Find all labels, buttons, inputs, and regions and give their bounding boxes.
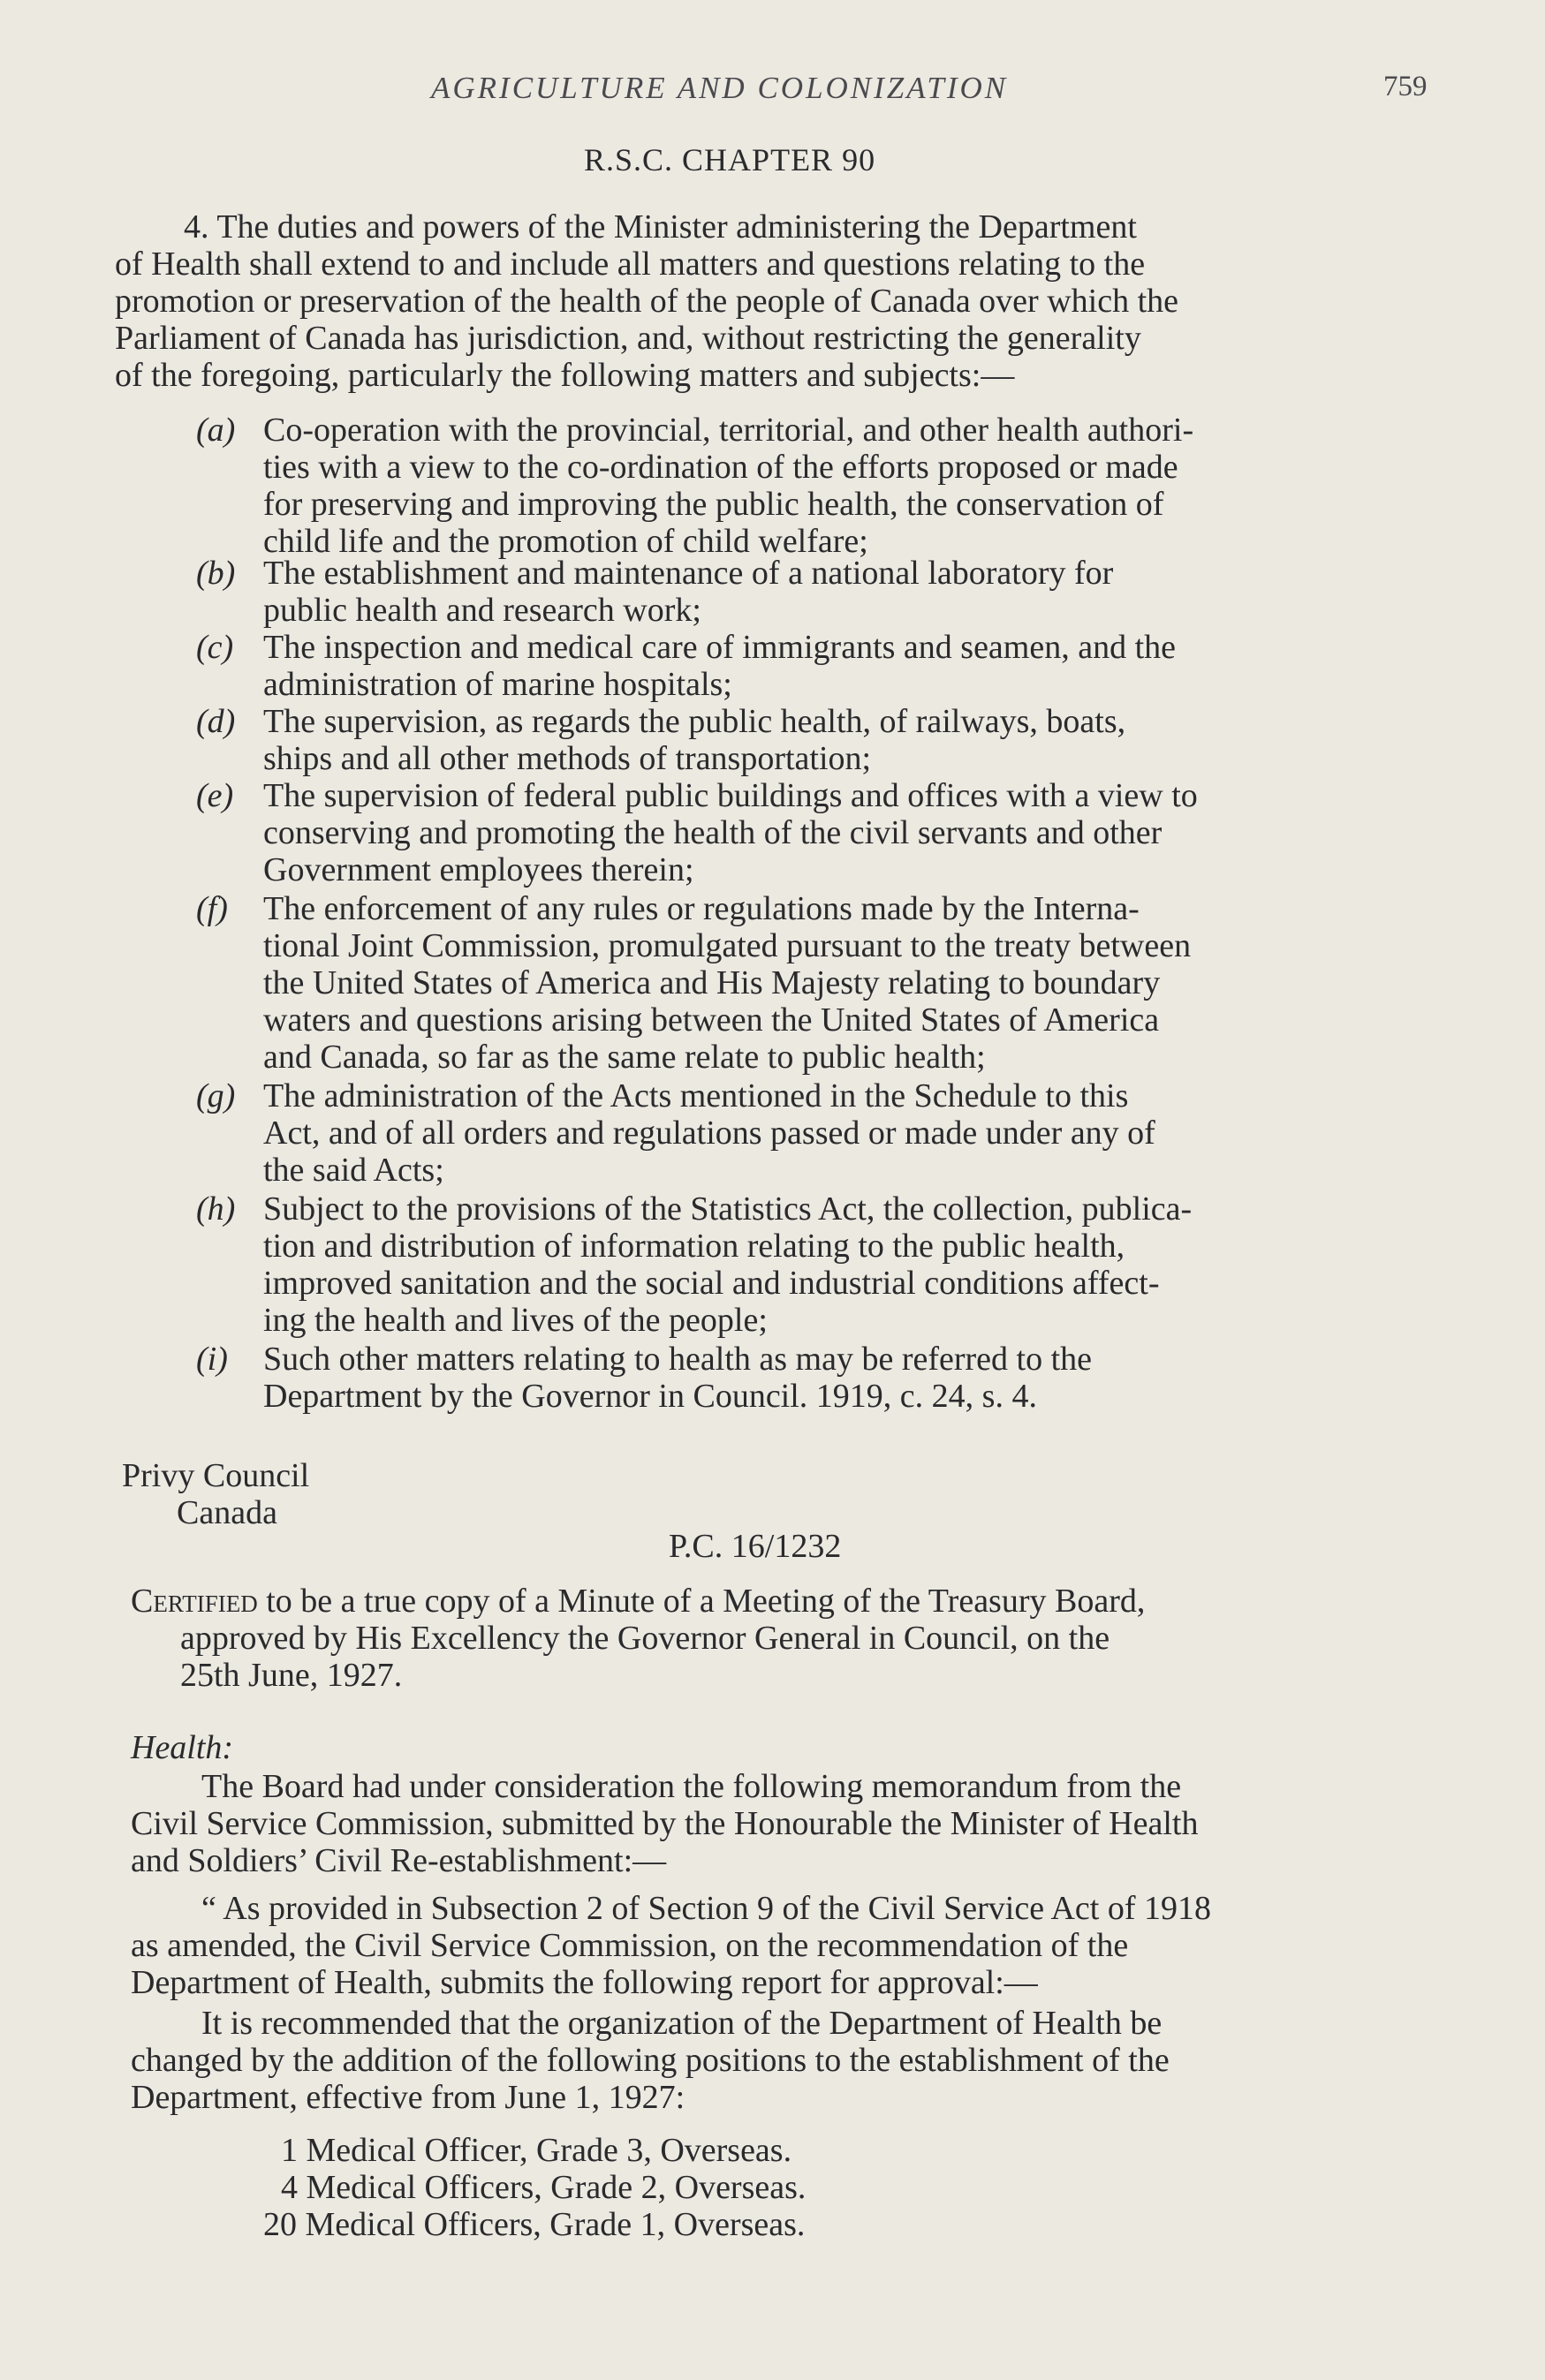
running-header: AGRICULTURE AND COLONIZATION — [431, 71, 1009, 105]
text-line: tional Joint Commission, promulgated pursuant to the treaty between — [263, 927, 1192, 964]
text-line: Parliament of Canada has jurisdiction, and, without restricting the generality — [115, 320, 1141, 357]
text-line: waters and questions arising between the United States of America — [263, 1001, 1160, 1039]
clause-label: (g) — [196, 1077, 236, 1114]
text-line: The supervision, as regards the public health, of railways, boats, — [263, 703, 1126, 740]
text-line: of Health shall extend to and include all matters and questions relating to the — [115, 246, 1146, 283]
text-line: “ As provided in Subsection 2 of Section 9 of the Civil Service Act of 1918 — [201, 1890, 1212, 1927]
text-line: public health and research work; — [263, 592, 701, 629]
text-line: approved by His Excellency the Governor General in Council, on the — [180, 1620, 1110, 1657]
clause-label: (f) — [196, 890, 228, 927]
text-line: The Board had under consideration the following memorandum from the — [201, 1768, 1182, 1805]
text-line: Civil Service Commission, submitted by the Honourable the Minister of Health — [131, 1805, 1199, 1842]
text-line: administration of marine hospitals; — [263, 666, 732, 703]
clause-label: (b) — [196, 555, 236, 592]
certified-line-1-text: to be a true copy of a Minute of a Meeting of the Treasury Board, — [257, 1583, 1146, 1620]
text-line: for preserving and improving the public health, the conservation of — [263, 486, 1164, 523]
clause-label: (i) — [196, 1341, 228, 1378]
text-line: improved sanitation and the social and industrial conditions affect- — [263, 1265, 1160, 1302]
text-line: Department of Health, submits the following report for approval:— — [131, 1964, 1038, 2001]
text-line: the United States of America and His Majesty relating to boundary — [263, 964, 1161, 1001]
text-line: conserving and promoting the health of the civil servants and other — [263, 814, 1163, 851]
text-line: tion and distribution of information relating to the public health, — [263, 1228, 1125, 1265]
certified-lead: Certified — [131, 1583, 258, 1620]
clause-label: (h) — [196, 1190, 236, 1228]
text-line: Subject to the provisions of the Statistics Act, the collection, publica- — [263, 1190, 1193, 1228]
text-line: The administration of the Acts mentioned in the Schedule to this — [263, 1077, 1129, 1114]
text-line: Department, effective from June 1, 1927: — [131, 2079, 685, 2116]
privy-council-line2: Canada — [177, 1494, 277, 1531]
text-line: Government employees therein; — [263, 851, 694, 888]
text-line: as amended, the Civil Service Commission, on the recommendation of the — [131, 1927, 1129, 1964]
text-line: of the foregoing, particularly the following matters and subjects:— — [115, 357, 1015, 394]
text-line: ships and all other methods of transportation; — [263, 740, 872, 777]
position-item: 20 Medical Officers, Grade 1, Overseas. — [263, 2206, 806, 2243]
clause-label: (e) — [196, 777, 234, 814]
text-line: changed by the addition of the following positions to the establishment of the — [131, 2042, 1170, 2079]
text-line: 4. The duties and powers of the Minister administering the Department — [184, 208, 1137, 246]
privy-council-line1: Privy Council — [122, 1457, 310, 1494]
text-line: Co-operation with the provincial, territorial, and other health authori- — [263, 412, 1194, 449]
text-line: promotion or preservation of the health of the people of Canada over which the — [115, 283, 1178, 320]
page-number: 759 — [1383, 71, 1428, 102]
text-line: Department by the Governor in Council. 1919, c. 24, s. 4. — [263, 1378, 1037, 1415]
text-line: The inspection and medical care of immigrants and seamen, and the — [263, 629, 1177, 666]
text-line: ing the health and lives of the people; — [263, 1302, 768, 1339]
section-heading-health: Health: — [131, 1729, 234, 1766]
clause-label: (c) — [196, 629, 234, 666]
text-line: The establishment and maintenance of a national laboratory for — [263, 555, 1114, 592]
position-item: 4 Medical Officers, Grade 2, Overseas. — [281, 2169, 807, 2206]
text-line: and Canada, so far as the same relate to public health; — [263, 1039, 986, 1076]
pc-number: P.C. 16/1232 — [669, 1528, 842, 1565]
text-line: the said Acts; — [263, 1152, 444, 1189]
text-line: Act, and of all orders and regulations passed or made under any of — [263, 1114, 1155, 1152]
text-line: Such other matters relating to health as may be referred to the — [263, 1341, 1093, 1378]
position-item: 1 Medical Officer, Grade 3, Overseas. — [281, 2132, 792, 2169]
text-line: The enforcement of any rules or regulations made by the Interna- — [263, 890, 1140, 927]
text-line: and Soldiers’ Civil Re-establishment:— — [131, 1842, 667, 1879]
chapter-title: R.S.C. CHAPTER 90 — [584, 142, 876, 178]
text-line: ties with a view to the co-ordination of the efforts proposed or made — [263, 449, 1178, 486]
text-line: The supervision of federal public buildings and offices with a view to — [263, 777, 1198, 814]
clause-label: (d) — [196, 703, 236, 740]
text-line: child life and the promotion of child welfare; — [263, 523, 868, 560]
text-line: 25th June, 1927. — [180, 1657, 403, 1694]
text-line: It is recommended that the organization of the Department of Health be — [201, 2005, 1163, 2042]
text-line — [131, 1583, 1145, 1620]
clause-label: (a) — [196, 412, 236, 449]
